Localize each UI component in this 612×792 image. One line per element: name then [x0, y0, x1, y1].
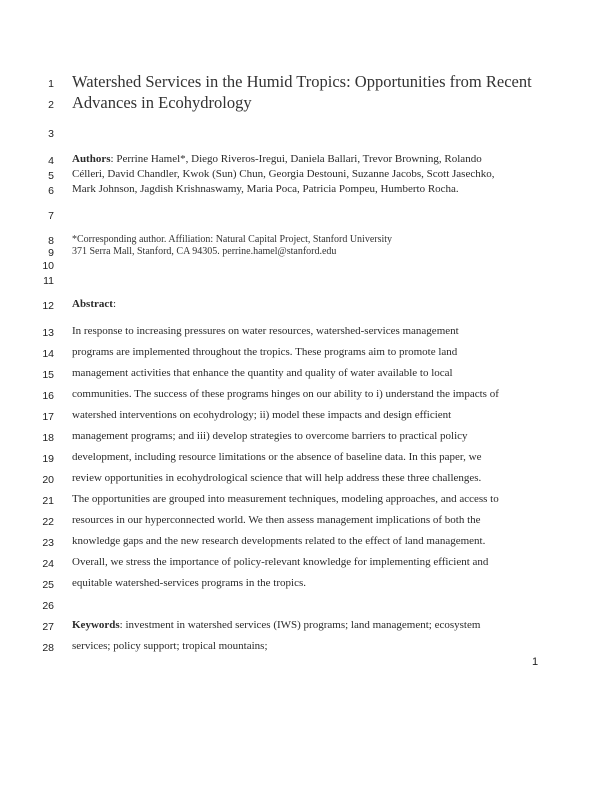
line-number: 1 — [48, 78, 54, 90]
abstract-line: In response to increasing pressures on water resources, watershed-services management — [72, 325, 459, 337]
line-number: 22 — [42, 516, 54, 528]
authors-line-1: Authors: Perrine Hamel*, Diego Riveros-Iregui, Daniela Ballari, Trevor Browning, Rolando — [72, 153, 482, 165]
title-line-1: Watershed Services in the Humid Tropics: Opportunities from Recent — [72, 72, 532, 91]
page-number: 1 — [532, 656, 539, 668]
line-number: 21 — [42, 495, 54, 507]
keywords-line-2: services; policy support; tropical mountains; — [72, 640, 268, 652]
title-line-2: Advances in Ecohydrology — [72, 93, 252, 112]
line-number: 19 — [42, 453, 54, 465]
line-number: 7 — [48, 210, 54, 222]
line-number: 23 — [42, 537, 54, 549]
keywords-line-1: Keywords: investment in watershed services (IWS) programs; land management; ecosystem — [72, 619, 481, 631]
line-number: 17 — [42, 411, 54, 423]
line-number: 5 — [48, 170, 54, 182]
line-number: 6 — [48, 185, 54, 197]
line-number: 12 — [42, 300, 54, 312]
line-number: 25 — [42, 579, 54, 591]
abstract-heading: Abstract: — [72, 298, 116, 310]
line-number: 16 — [42, 390, 54, 402]
line-number: 11 — [43, 275, 54, 287]
abstract-line: development, including resource limitations or the absence of baseline data. In this paper, we — [72, 451, 482, 463]
affiliation-line-2: 371 Serra Mall, Stanford, CA 94305. perrine.hamel@stanford.edu — [72, 246, 337, 257]
line-number: 13 — [42, 327, 54, 339]
line-number: 24 — [42, 558, 54, 570]
line-number: 20 — [42, 474, 54, 486]
abstract-line: management activities that enhance the quantity and quality of water available to local — [72, 367, 453, 379]
line-number: 2 — [48, 99, 54, 111]
keywords-label: Keywords — [72, 619, 120, 631]
line-number: 15 — [42, 369, 54, 381]
abstract-line: knowledge gaps and the new research developments related to the effect of land management. — [72, 535, 486, 547]
abstract-line: programs are implemented throughout the tropics. These programs aim to promote land — [72, 346, 458, 358]
abstract-line: Overall, we stress the importance of policy-relevant knowledge for implementing efficient and — [72, 556, 489, 568]
abstract-label: Abstract — [72, 298, 113, 310]
line-number: 14 — [42, 348, 54, 360]
line-number: 4 — [48, 155, 54, 167]
line-number: 3 — [48, 128, 54, 140]
line-number: 10 — [42, 260, 54, 272]
abstract-line: review opportunities in ecohydrological science that will help address these three challenges. — [72, 472, 482, 484]
line-number: 28 — [42, 642, 54, 654]
authors-line-2: Célleri, David Chandler, Kwok (Sun) Chun, Georgia Destouni, Suzanne Jacobs, Scott Jasechko, — [72, 168, 495, 180]
affiliation-line-1: *Corresponding author. Affiliation: Natural Capital Project, Stanford University — [72, 234, 393, 245]
authors-line-3: Mark Johnson, Jagdish Krishnaswamy, Maria Poca, Patricia Pompeu, Humberto Rocha. — [72, 183, 459, 195]
authors-label: Authors — [72, 153, 111, 165]
line-number: 27 — [42, 621, 54, 633]
abstract-line: The opportunities are grouped into measurement techniques, modeling approaches, and access to — [72, 493, 499, 505]
abstract-line: resources in our hyperconnected world. We then assess management implications of both the — [72, 514, 481, 526]
abstract-line: communities. The success of these programs hinges on our ability to i) understand the impacts of — [72, 388, 499, 400]
line-number: 18 — [42, 432, 54, 444]
abstract-line: equitable watershed-services programs in the tropics. — [72, 577, 306, 589]
line-number: 8 — [48, 235, 54, 247]
abstract-line: watershed interventions on ecohydrology; ii) model these impacts and design efficient — [72, 409, 452, 421]
line-number: 9 — [48, 247, 54, 259]
line-number: 26 — [42, 600, 54, 612]
abstract-line: management programs; and iii) develop strategies to overcome barriers to practical policy — [72, 430, 468, 442]
